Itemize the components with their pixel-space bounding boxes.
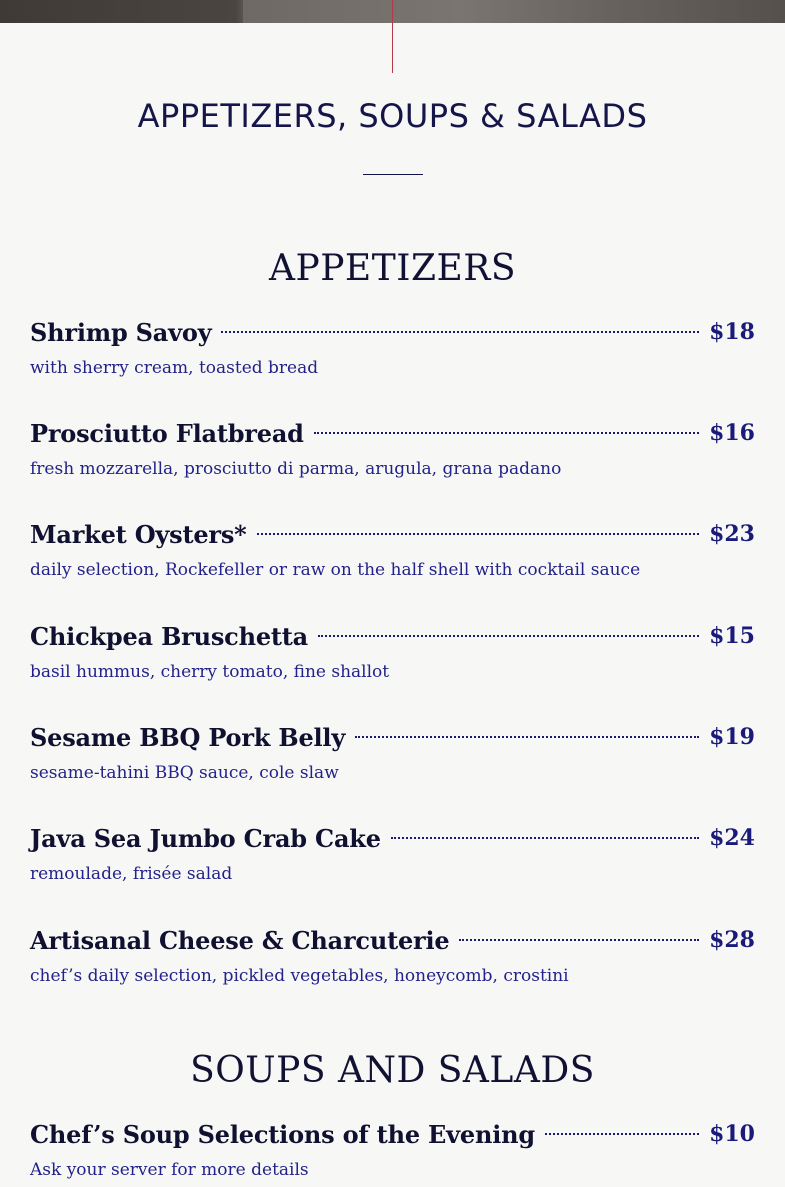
dotted-leader xyxy=(257,533,700,535)
menu-item-price: $15 xyxy=(709,623,755,649)
dotted-leader xyxy=(459,939,699,941)
menu-item xyxy=(30,924,755,986)
menu-item-price: $28 xyxy=(709,927,755,953)
menu-item-name: Market Oysters* xyxy=(30,519,247,549)
section-heading-soups-and-salads: SOUPS AND SALADS xyxy=(190,1050,595,1091)
dotted-leader xyxy=(221,331,699,333)
page-title: APPETIZERS, SOUPS & SALADS xyxy=(137,97,648,135)
menu-item xyxy=(30,822,755,884)
menu-item-name: Chickpea Bruschetta xyxy=(30,621,309,651)
menu-item xyxy=(30,721,755,783)
dotted-leader xyxy=(318,635,699,637)
menu-item-price: $18 xyxy=(709,319,755,345)
menu-item-name: Chef’s Soup Selections of the Evening xyxy=(30,1119,535,1149)
menu-item-description: daily selection, Rockefeller or raw on the half shell with cocktail sauce xyxy=(30,560,641,580)
dotted-leader xyxy=(391,837,699,839)
menu-item-name: Sesame BBQ Pork Belly xyxy=(30,722,346,752)
menu-item xyxy=(30,1118,755,1180)
menu-item-description: basil hummus, cherry tomato, fine shallot xyxy=(30,662,390,682)
menu-item-price: $16 xyxy=(709,420,755,446)
menu-item xyxy=(30,518,755,580)
title-divider xyxy=(363,174,423,175)
dotted-leader xyxy=(314,432,699,434)
dotted-leader xyxy=(545,1133,699,1135)
section-heading-appetizers: APPETIZERS xyxy=(268,248,516,289)
hero-image-segment xyxy=(243,0,785,23)
menu-item-price: $10 xyxy=(709,1121,755,1147)
menu-item-name: Prosciutto Flatbread xyxy=(30,418,304,448)
menu-item-name: Java Sea Jumbo Crab Cake xyxy=(30,823,381,853)
menu-item-price: $24 xyxy=(709,825,755,851)
menu-item xyxy=(30,620,755,682)
menu-item-description: with sherry cream, toasted bread xyxy=(30,358,319,378)
menu-item xyxy=(30,417,755,479)
menu-item-description: sesame-tahini BBQ sauce, cole slaw xyxy=(30,763,339,783)
dotted-leader xyxy=(355,736,699,738)
menu-item-description: remoulade, frisée salad xyxy=(30,864,233,884)
menu-item-description: chef’s daily selection, pickled vegetables, honeycomb, crostini xyxy=(30,966,569,986)
menu-item-price: $23 xyxy=(709,521,755,547)
menu-item xyxy=(30,316,755,378)
menu-item-price: $19 xyxy=(709,724,755,750)
menu-item-name: Artisanal Cheese & Charcuterie xyxy=(30,925,450,955)
menu-item-description: Ask your server for more details xyxy=(30,1160,309,1180)
decorative-vertical-line xyxy=(392,0,393,73)
menu-item-description: fresh mozzarella, prosciutto di parma, arugula, grana padano xyxy=(30,459,562,479)
menu-item-name: Shrimp Savoy xyxy=(30,317,212,347)
